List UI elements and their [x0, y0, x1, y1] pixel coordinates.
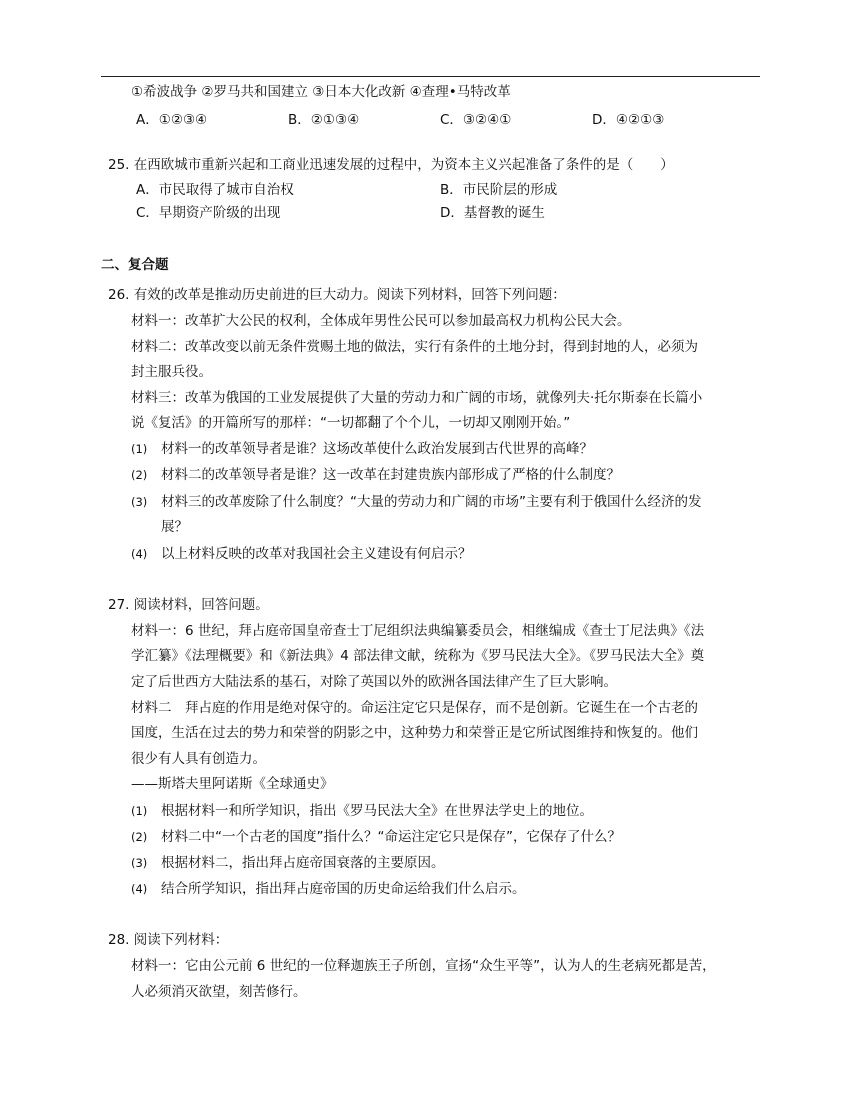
sub-text: 根据材料一和所学知识，指出《罗马民法大全》在世界法学史上的地位。 — [161, 803, 593, 819]
q27-material-2-line1: 材料二 拜占庭的作用是绝对保守的。命运注定它只是保存，而不是创新。它诞生在一个古老的 — [131, 700, 698, 716]
sub-text: 展？ — [161, 519, 188, 535]
q25-option-b[interactable]: B．市民阶层的形成 — [440, 182, 558, 198]
sub-number: (4) — [131, 547, 148, 561]
sub-text: 材料三的改革废除了什么制度？“大量的劳动力和广阔的市场”主要有利于俄国什么经济的发 — [161, 494, 702, 510]
sub-number: (3) — [131, 856, 148, 870]
sub-text: 根据材料二，指出拜占庭帝国衰落的主要原因。 — [161, 855, 445, 871]
q24-option-c[interactable]: C．③②④① — [440, 112, 512, 128]
q26-material-3-line2: 说《复活》的开篇所写的那样：“一切都翻了个个儿，一切却又刚刚开始。” — [131, 415, 571, 431]
header-rule — [101, 76, 760, 77]
q26-material-3-line1: 材料三：改革为俄国的工业发展提供了大量的劳动力和广阔的市场，就像列夫·托尔斯泰在长篇小 — [131, 390, 703, 406]
q27-material-1-line3: 定了后世西方大陆法系的基石，对除了英国以外的欧洲各国法律产生了巨大影响。 — [131, 674, 617, 690]
q26-material-1: 材料一：改革扩大公民的权利，全体成年男性公民可以参加最高权力机构公民大会。 — [131, 313, 631, 329]
q28-stem: 28. 阅读下列材料： — [108, 932, 229, 948]
q25-option-c[interactable]: C．早期资产阶级的出现 — [136, 205, 281, 221]
section-title: 二、复合题 — [101, 257, 169, 273]
sub-number: (1) — [131, 442, 148, 456]
q28-material-1-line1: 材料一：它由公元前 6 世纪的一位释迦族王子所创，宣扬“众生平等”，认为人的生老病死都是苦， — [131, 958, 716, 974]
q26-stem: 26. 有效的改革是推动历史前进的巨大动力。阅读下列材料，回答下列问题： — [108, 287, 566, 303]
q25-option-a[interactable]: A．市民取得了城市自治权 — [136, 182, 294, 198]
q27-material-2-line3: 很少有人具有创造力。 — [131, 751, 266, 767]
q24-option-d[interactable]: D．④②①③ — [592, 112, 665, 128]
sub-text: 材料二中“一个古老的国度”指什么？“命运注定它只是保存”，它保存了什么？ — [161, 829, 621, 845]
sub-text: 以上材料反映的改革对我国社会主义建设有何启示？ — [161, 546, 472, 562]
q27-source: ——斯塔夫里阿诺斯《全球通史》 — [131, 776, 334, 792]
q26-material-2-line1: 材料二：改革改变以前无条件赏赐土地的做法，实行有条件的土地分封，得到封地的人，必须为 — [131, 339, 698, 355]
sub-number: (2) — [131, 830, 148, 844]
q26-material-2-line2: 封主服兵役。 — [131, 364, 212, 380]
sub-number: (2) — [131, 468, 148, 482]
sub-number: (4) — [131, 882, 148, 896]
q24-items-line: ①希波战争 ②罗马共和国建立 ③日本大化改新 ④查理•马特改革 — [131, 84, 511, 100]
q27-material-2-line2: 国度，生活在过去的势力和荣誉的阴影之中，这种势力和荣誉正是它所试图维持和恢复的。他们 — [131, 725, 698, 741]
q25-stem: 25. 在西欧城市重新兴起和工商业迅速发展的过程中，为资本主义兴起准备了条件的是（ ） — [108, 157, 674, 173]
sub-number: (3) — [131, 495, 148, 509]
q24-option-a[interactable]: A．①②③④ — [136, 112, 208, 128]
sub-text: 材料二的改革领导者是谁？这一改革在封建贵族内部形成了严格的什么制度？ — [161, 467, 620, 483]
q27-stem: 27. 阅读材料，回答问题。 — [108, 597, 269, 613]
sub-text: 材料一的改革领导者是谁？这场改革使什么政治发展到古代世界的高峰？ — [161, 441, 593, 457]
q27-material-1-line2: 学汇纂》《法理概要》和《新法典》4 部法律文献，统称为《罗马民法大全》。《罗马民法大全》奠 — [131, 648, 705, 664]
q24-option-b[interactable]: B．②①③④ — [288, 112, 360, 128]
q27-material-1-line1: 材料一：6 世纪，拜占庭帝国皇帝查士丁尼组织法典编纂委员会，相继编成《查士丁尼法典》《法 — [131, 623, 705, 639]
sub-number: (1) — [131, 804, 148, 818]
sub-text: 结合所学知识，指出拜占庭帝国的历史命运给我们什么启示。 — [161, 881, 526, 897]
q25-option-d[interactable]: D．基督教的诞生 — [440, 205, 545, 221]
q28-material-1-line2: 人必须消灭欲望，刻苦修行。 — [131, 984, 307, 1000]
